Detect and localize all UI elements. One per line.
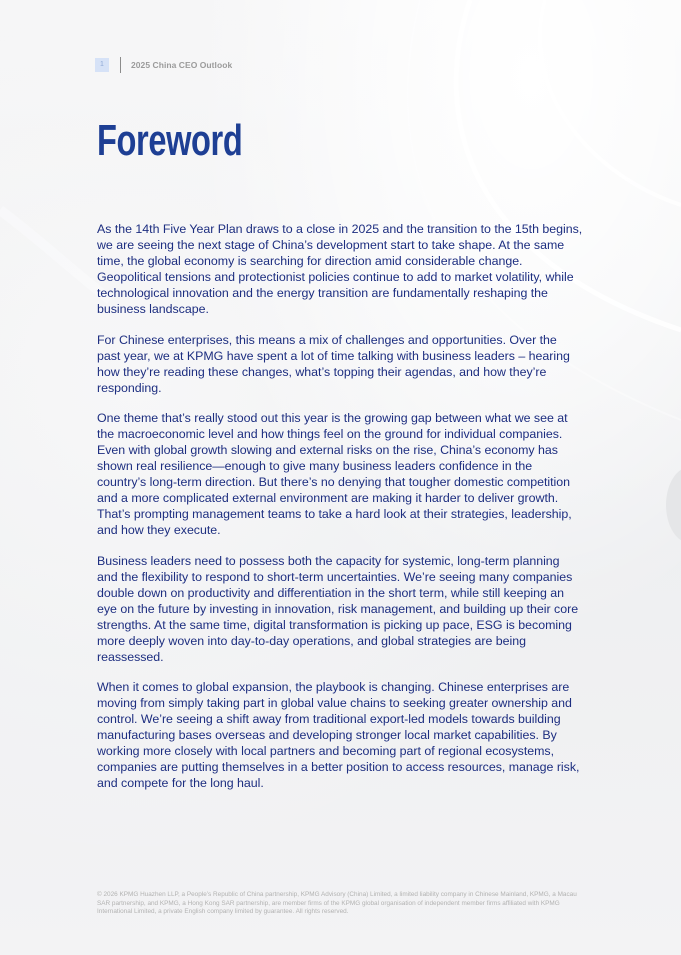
report-title: 2025 China CEO Outlook: [131, 60, 233, 70]
header-divider: [120, 57, 121, 73]
body-text: [97, 221, 583, 806]
page-title: Foreword: [97, 116, 243, 165]
paragraph: For Chinese enterprises, this means a mix of challenges and opportunities. Over the past year, we at KPMG have spent a lot of time talking with business leaders – hearing how they’re reading these changes, what’s topping their agendas, and how they’re responding.: [97, 332, 570, 395]
paragraph: As the 14th Five Year Plan draws to a close in 2025 and the transition to the 15th begins, we are seeing the next stage of China’s development start to take shape. At the same time, the global economy is searching for direction amid considerable change. Geopolitical tensions and protectionist policies continue to add to market volatility, while technological innovation and the energy transition are fundamentally reshaping the business landscape.: [97, 222, 583, 316]
page-number-badge: 1: [95, 58, 109, 72]
page-header: [95, 57, 232, 73]
paragraph: Business leaders need to possess both the capacity for systemic, long-term planning and the flexibility to respond to short-term uncertainties. We’re seeing many companies double down on productivity and differentiation in the short term, while still keeping an eye on the future by investing in innovation, risk management, and building up their core strengths. At the same time, digital transformation is picking up pace, ESG is becoming more deeply woven into day-to-day operations, and global strategies are being reassessed.: [97, 553, 579, 664]
copyright-footer: © 2026 KPMG Huazhen LLP, a People’s Republic of China partnership, KPMG Advisory (China) Limited, a limited liability company in Chinese Mainland, KPMG, a Macau SAR partnership, and KPMG, a Hong Kong SAR partnership, are member firms of the KPMG global organisation of independent member firms affiliated with KPMG International Limited, a private English company limited by guarantee. All rights reserved.: [97, 891, 577, 916]
paragraph: When it comes to global expansion, the playbook is changing. Chinese enterprises are moving from simply taking part in global value chains to seeking greater ownership and control. We’re seeing a shift away from traditional export-led models towards building manufacturing bases overseas and developing stronger local market capabilities. By working more closely with local partners and becoming part of regional ecosystems, companies are putting themselves in a better position to access resources, manage risk, and compete for the long haul.: [97, 680, 580, 790]
paragraph: One theme that’s really stood out this year is the growing gap between what we see at the macroeconomic level and how things feel on the ground for individual companies. Even with global growth slowing and external risks on the rise, China’s economy has shown real resilience—enough to give many business leaders confidence in the country’s long-term direction. But there’s no denying that tougher domestic competition and a more complicated external environment are making it harder to deliver growth. That’s prompting management teams to take a hard look at their strategies, leadership, and how they execute.: [97, 411, 572, 537]
